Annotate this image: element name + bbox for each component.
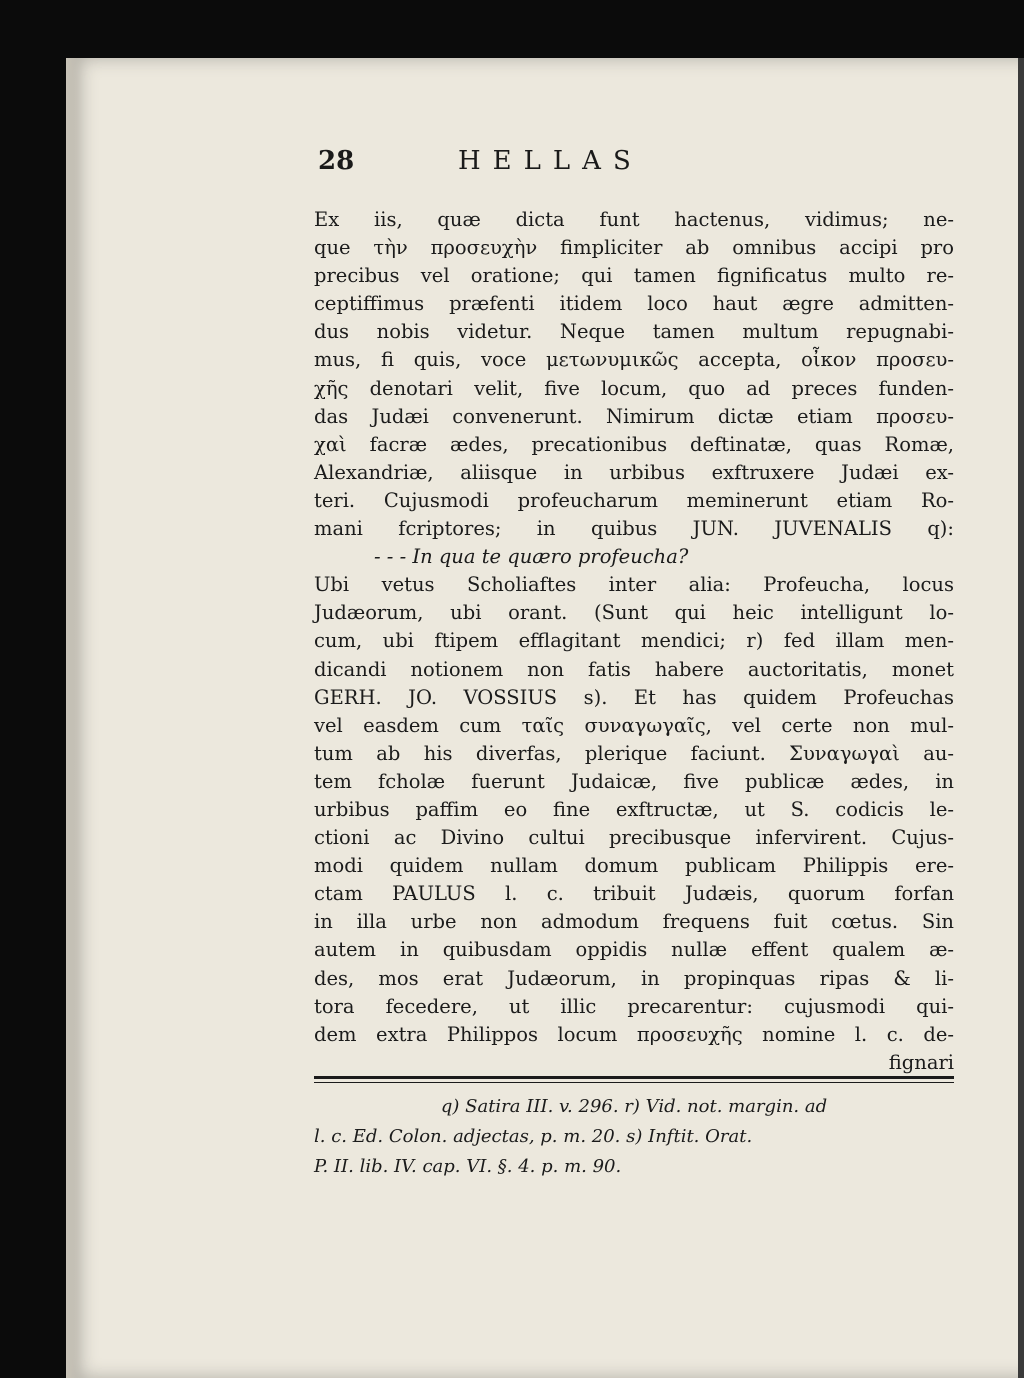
- text-line: χαὶ facræ ædes, precationibus deftinatæ, quas Romæ,: [314, 432, 954, 456]
- text-line: dus nobis videtur. Neque tamen multum repugnabi-: [314, 320, 954, 344]
- text-line: urbibus paffim eo fine exftructæ, ut S. codicis le-: [314, 797, 954, 821]
- text-line: Ex iis, quæ dicta funt hactenus, vidimus; ne-: [314, 208, 954, 231]
- text-line: teri. Cujusmodi profeucharum meminerunt etiam Ro-: [314, 488, 954, 512]
- text-line: mani fcriptores; in quibus JUN. JUVENALIS q):: [314, 517, 954, 541]
- text-line: Ubi vetus Scholiaftes inter alia: Profeucha, locus: [314, 573, 954, 597]
- body-text: [314, 206, 954, 1077]
- text-line: ctioni ac Divino cultui precibusque infervirent. Cujus-: [314, 826, 954, 850]
- text-line: mus, fi quis, voce μετωνυμικῶς accepta, οἶκον προσευ-: [314, 348, 954, 372]
- text-line: tem fcholæ fuerunt Judaicæ, five publicæ ædes, in: [314, 769, 954, 793]
- quotation-line: - - - In qua te quæro profeucha?: [374, 545, 689, 569]
- text-line: ctam PAULUS l. c. tribuit Judæis, quorum forfan: [314, 882, 954, 906]
- scan-edge: [1018, 58, 1024, 1378]
- text-line: tum ab his diverfas, plerique faciunt. Συναγωγαὶ au-: [314, 741, 954, 765]
- text-line: autem in quibusdam oppidis nullæ effent qualem æ-: [314, 938, 954, 962]
- text-line: Alexandriæ, aliisque in urbibus exftruxere Judæi ex-: [314, 460, 954, 484]
- footnotes: [314, 1092, 954, 1182]
- text-line: que τὴν προσευχὴν fimpliciter ab omnibus accipi pro: [314, 236, 954, 260]
- text-line: precibus vel oratione; qui tamen fignificatus multo re-: [314, 264, 954, 288]
- text-line: GERH. JO. VOSSIUS s). Et has quidem Profeuchas: [314, 685, 954, 709]
- text-line: dem extra Philippos locum προσευχῆς nomine l. c. de-: [314, 1022, 954, 1046]
- text-line: vel easdem cum ταῖς συναγωγαῖς, vel certe non mul-: [314, 713, 954, 737]
- text-line: in illa urbe non admodum frequens fuit cœtus. Sin: [314, 910, 954, 934]
- text-line: cum, ubi ftipem efflagitant mendici; r) fed illam men-: [314, 629, 954, 653]
- footnote-line: q) Satira III. v. 296. r) Vid. not. margin. ad: [440, 1096, 828, 1117]
- text-line: tora fecedere, ut illic precarentur: cujusmodi qui-: [314, 994, 954, 1018]
- page-number: 28: [318, 146, 355, 176]
- text-line: modi quidem nullam domum publicam Philippis ere-: [314, 854, 954, 878]
- text-line: das Judæi convenerunt. Nimirum dictæ etiam προσευ-: [314, 404, 954, 428]
- text-line: des, mos erat Judæorum, in propinquas ripas & li-: [314, 966, 954, 990]
- footnote-line: P. II. lib. IV. cap. VI. §. 4. p. m. 90.: [314, 1156, 622, 1177]
- text-line: Judæorum, ubi orant. (Sunt qui heic intelligunt lo-: [314, 601, 954, 625]
- catchword: fignari: [888, 1050, 954, 1074]
- running-title: HELLAS: [458, 146, 643, 176]
- footnote-rule: [314, 1076, 954, 1079]
- footnote-rule-thin: [314, 1082, 954, 1083]
- text-line: dicandi notionem non fatis habere auctoritatis, monet: [314, 657, 954, 681]
- page-header: [318, 146, 798, 186]
- footnote-line: l. c. Ed. Colon. adjectas, p. m. 20. s) Inftit. Orat.: [314, 1126, 753, 1147]
- text-line: χῆς denotari velit, five locum, quo ad preces funden-: [314, 376, 954, 400]
- text-line: ceptiffimus præfenti itidem loco haut ægre admitten-: [314, 292, 954, 316]
